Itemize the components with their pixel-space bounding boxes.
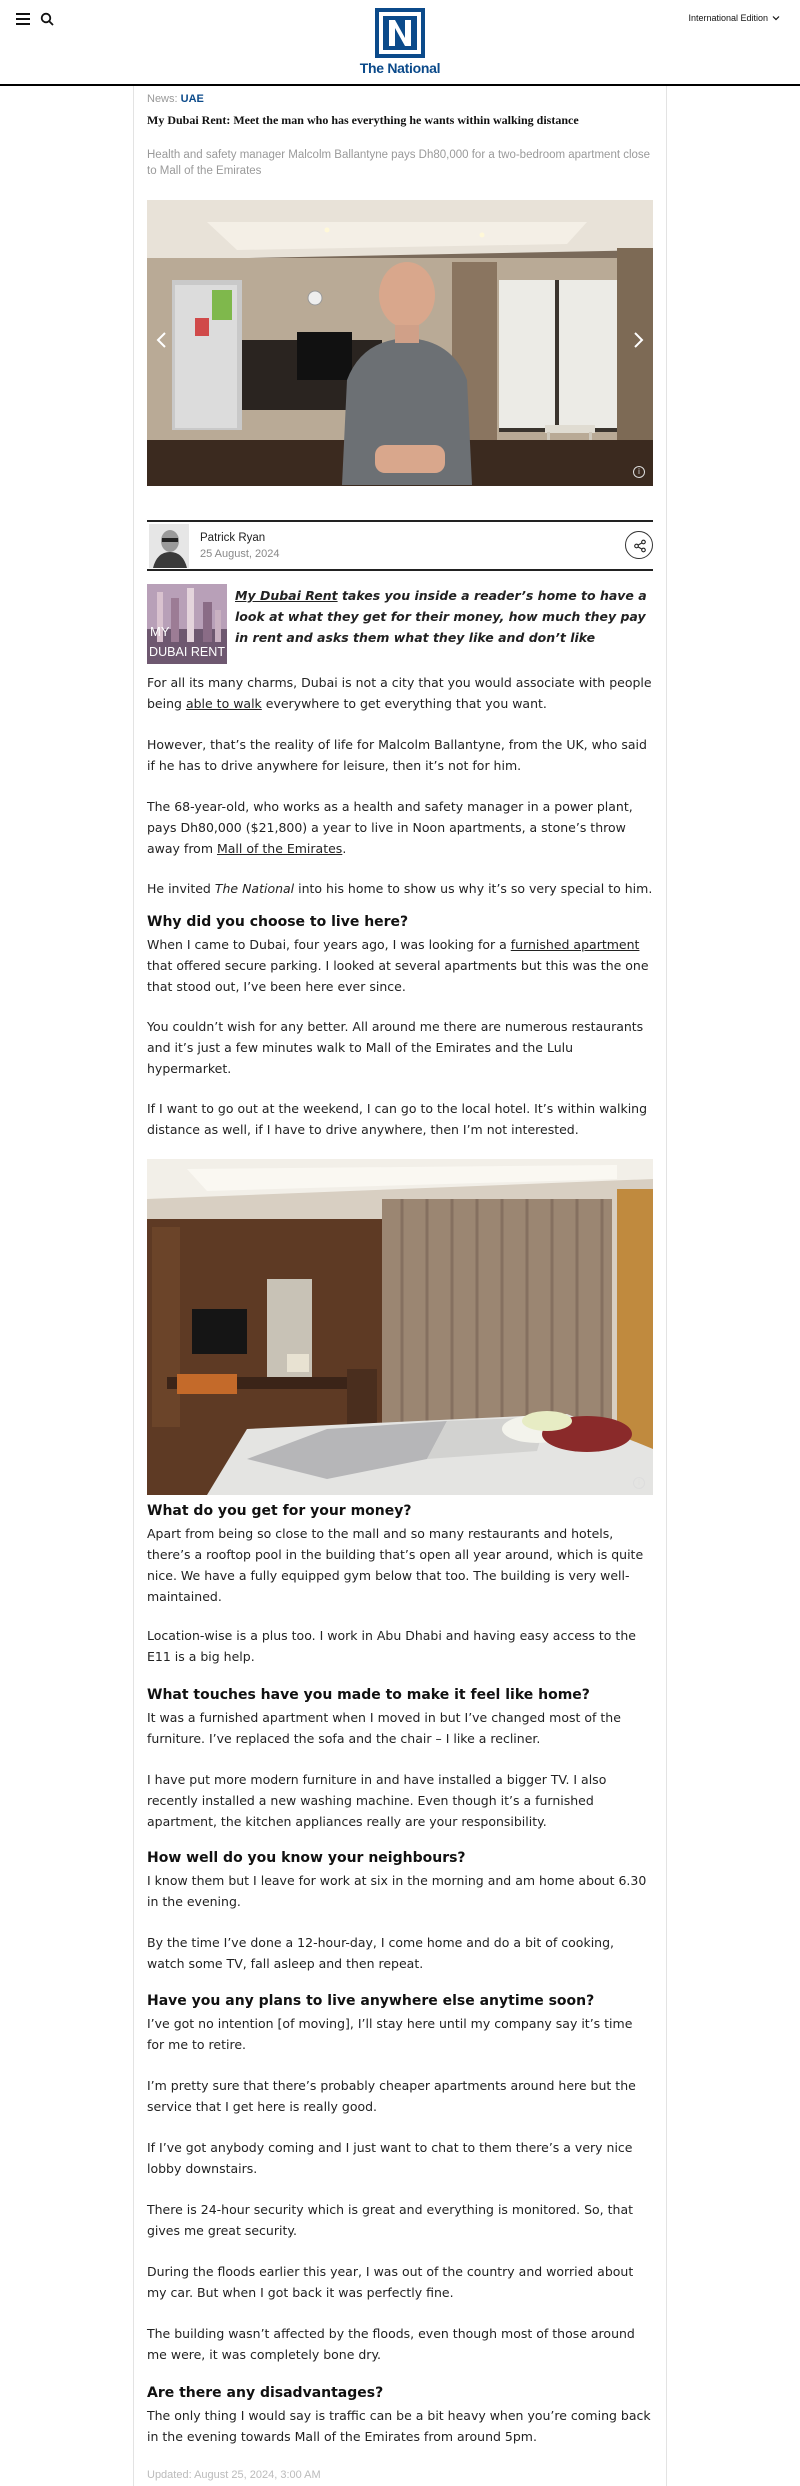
edition-selector[interactable] [688, 13, 780, 23]
search-icon[interactable] [40, 12, 54, 26]
paragraph: During the floods earlier this year, I was out of the country and worried about my car. But when I got back it was perfectly fine. [147, 2264, 634, 2300]
updated-timestamp: Updated: August 25, 2024, 3:00 AM [147, 2469, 321, 2481]
article-column [133, 86, 667, 2486]
site-logo[interactable] [352, 8, 448, 76]
info-icon[interactable]: i [633, 466, 645, 478]
paragraph: He invited The National into his home to show us why it’s so very special to him. [147, 881, 653, 896]
logo-mark-icon [375, 8, 425, 58]
paragraph: I have put more modern furniture in and have installed a bigger TV. I also recently installed a new washing machine. Even though it’s a furnished apartment, the kitchen appliances really are your responsibility. [147, 1772, 607, 1829]
section-heading: How well do you know your neighbours? [147, 1850, 466, 1866]
paragraph: You couldn’t wish for any better. All around me there are numerous restaurants and it’s just a few minutes walk to Mall of the Emirates and the Lulu hypermarket. [147, 1019, 644, 1076]
section-heading: Have you any plans to live anywhere else anytime soon? [147, 1993, 595, 2009]
site-header [0, 0, 800, 86]
furnished-apartment-link[interactable]: furnished apartment [510, 937, 640, 952]
paragraph: However, that’s the reality of life for Malcolm Ballantyne, from the UK, who said if he has to drive anywhere for leisure, then it’s not for him. [147, 737, 647, 773]
paragraph: There is 24-hour security which is great and everything is monitored. So, that gives me great security. [147, 2202, 634, 2238]
paragraph: For all its many charms, Dubai is not a city that you would associate with people being able to walk everywhere to get everything that you want. [147, 675, 652, 711]
menu-icon[interactable] [16, 13, 30, 25]
paragraph: By the time I’ve done a 12-hour-day, I come home and do a bit of cooking, watch some TV, fall asleep and then repeat. [147, 1935, 614, 1971]
article-dek: Health and safety manager Malcolm Ballantyne pays Dh80,000 for a two-bedroom apartment close to Mall of the Emirates [147, 149, 651, 177]
section-heading: What do you get for your money? [147, 1503, 412, 1519]
paragraph: The building wasn’t affected by the floods, even though most of those around me were, it was completely bone dry. [147, 2326, 635, 2362]
share-button[interactable] [625, 531, 653, 559]
kicker-section[interactable]: News [147, 93, 175, 105]
series-badge[interactable] [147, 584, 227, 664]
section-heading: Are there any disadvantages? [147, 2385, 384, 2401]
kicker-topic[interactable]: UAE [180, 93, 204, 105]
publish-date: 25 August, 2024 [200, 548, 280, 560]
series-intro [147, 584, 653, 664]
article-headline: My Dubai Rent: Meet the man who has everything he wants within walking distance [147, 113, 579, 127]
section-heading: What touches have you made to make it feel like home? [147, 1687, 590, 1703]
logo-text: The National [359, 60, 441, 76]
series-description: My Dubai Rent takes you inside a reader’s home to have a look at what they get for their money, how much they pay in rent and asks them what they like and don’t like [235, 588, 647, 645]
series-link[interactable]: My Dubai Rent [235, 588, 338, 603]
paragraph: The only thing I would say is traffic can be a bit heavy when you’re coming back in the evening towards Mall of the Emirates from around 5pm. [147, 2408, 651, 2444]
bedroom-photo [147, 1159, 653, 1495]
paragraph: The 68-year-old, who works as a health and safety manager in a power plant, pays Dh80,000 ($21,800) a year to live in Noon apartments, a stone’s throw away from Mall of the Emirates. [147, 799, 633, 856]
section-heading: Why did you choose to live here? [147, 914, 409, 930]
avatar [149, 524, 189, 568]
mall-of-emirates-link[interactable]: Mall of the Emirates [216, 841, 343, 856]
paragraph: I’m pretty sure that there’s probably cheaper apartments around here but the service that I get here is really good. [147, 2078, 636, 2114]
paragraph: If I’ve got anybody coming and I just want to chat to them there’s a very nice lobby downstairs. [147, 2140, 633, 2176]
chevron-down-icon [772, 14, 780, 22]
series-badge-top: MY [150, 624, 170, 639]
byline [147, 520, 653, 571]
series-badge-image [147, 584, 227, 664]
paragraph: When I came to Dubai, four years ago, I was looking for a furnished apartment that offered secure parking. I looked at several apartments but this was the one that stood out, I’ve been here ever since. [147, 937, 649, 994]
kicker: News: UAE [147, 93, 204, 105]
paragraph: Apart from being so close to the mall and so many restaurants and hotels, there’s a rooftop pool in the building that’s open all year around, which is quite nice. We have a fully equipped gym below that too. The building is very well-maintained. [147, 1526, 644, 1604]
author-name[interactable]: Patrick Ryan [200, 532, 266, 544]
paragraph: Location-wise is a plus too. I work in Abu Dhabi and having easy access to the E11 is a big help. [147, 1628, 636, 1664]
paragraph: I know them but I leave for work at six in the morning and am home about 6.30 in the evening. [147, 1873, 647, 1909]
paragraph: It was a furnished apartment when I moved in but I’ve changed most of the furniture. I’ve replaced the sofa and the chair – I like a recliner. [147, 1710, 621, 1746]
hero-photo [147, 200, 653, 486]
chevron-right-icon[interactable] [629, 328, 647, 352]
hero-image[interactable] [147, 200, 653, 486]
paragraph: If I want to go out at the weekend, I can go to the local hotel. It’s within walking distance as well, if I have to drive anywhere, then I’m not interested. [147, 1101, 648, 1137]
able-to-walk-link[interactable]: able to walk [185, 696, 262, 711]
chevron-left-icon[interactable] [153, 328, 171, 352]
series-badge-bottom: DUBAI RENT [149, 645, 226, 659]
edition-label: International Edition [688, 13, 768, 23]
info-icon[interactable]: i [633, 1477, 645, 1489]
bedroom-image[interactable] [147, 1159, 653, 1495]
paragraph: I’ve got no intention [of moving], I’ll stay here until my company say it’s time for me to retire. [147, 2016, 633, 2052]
share-icon [633, 539, 647, 553]
